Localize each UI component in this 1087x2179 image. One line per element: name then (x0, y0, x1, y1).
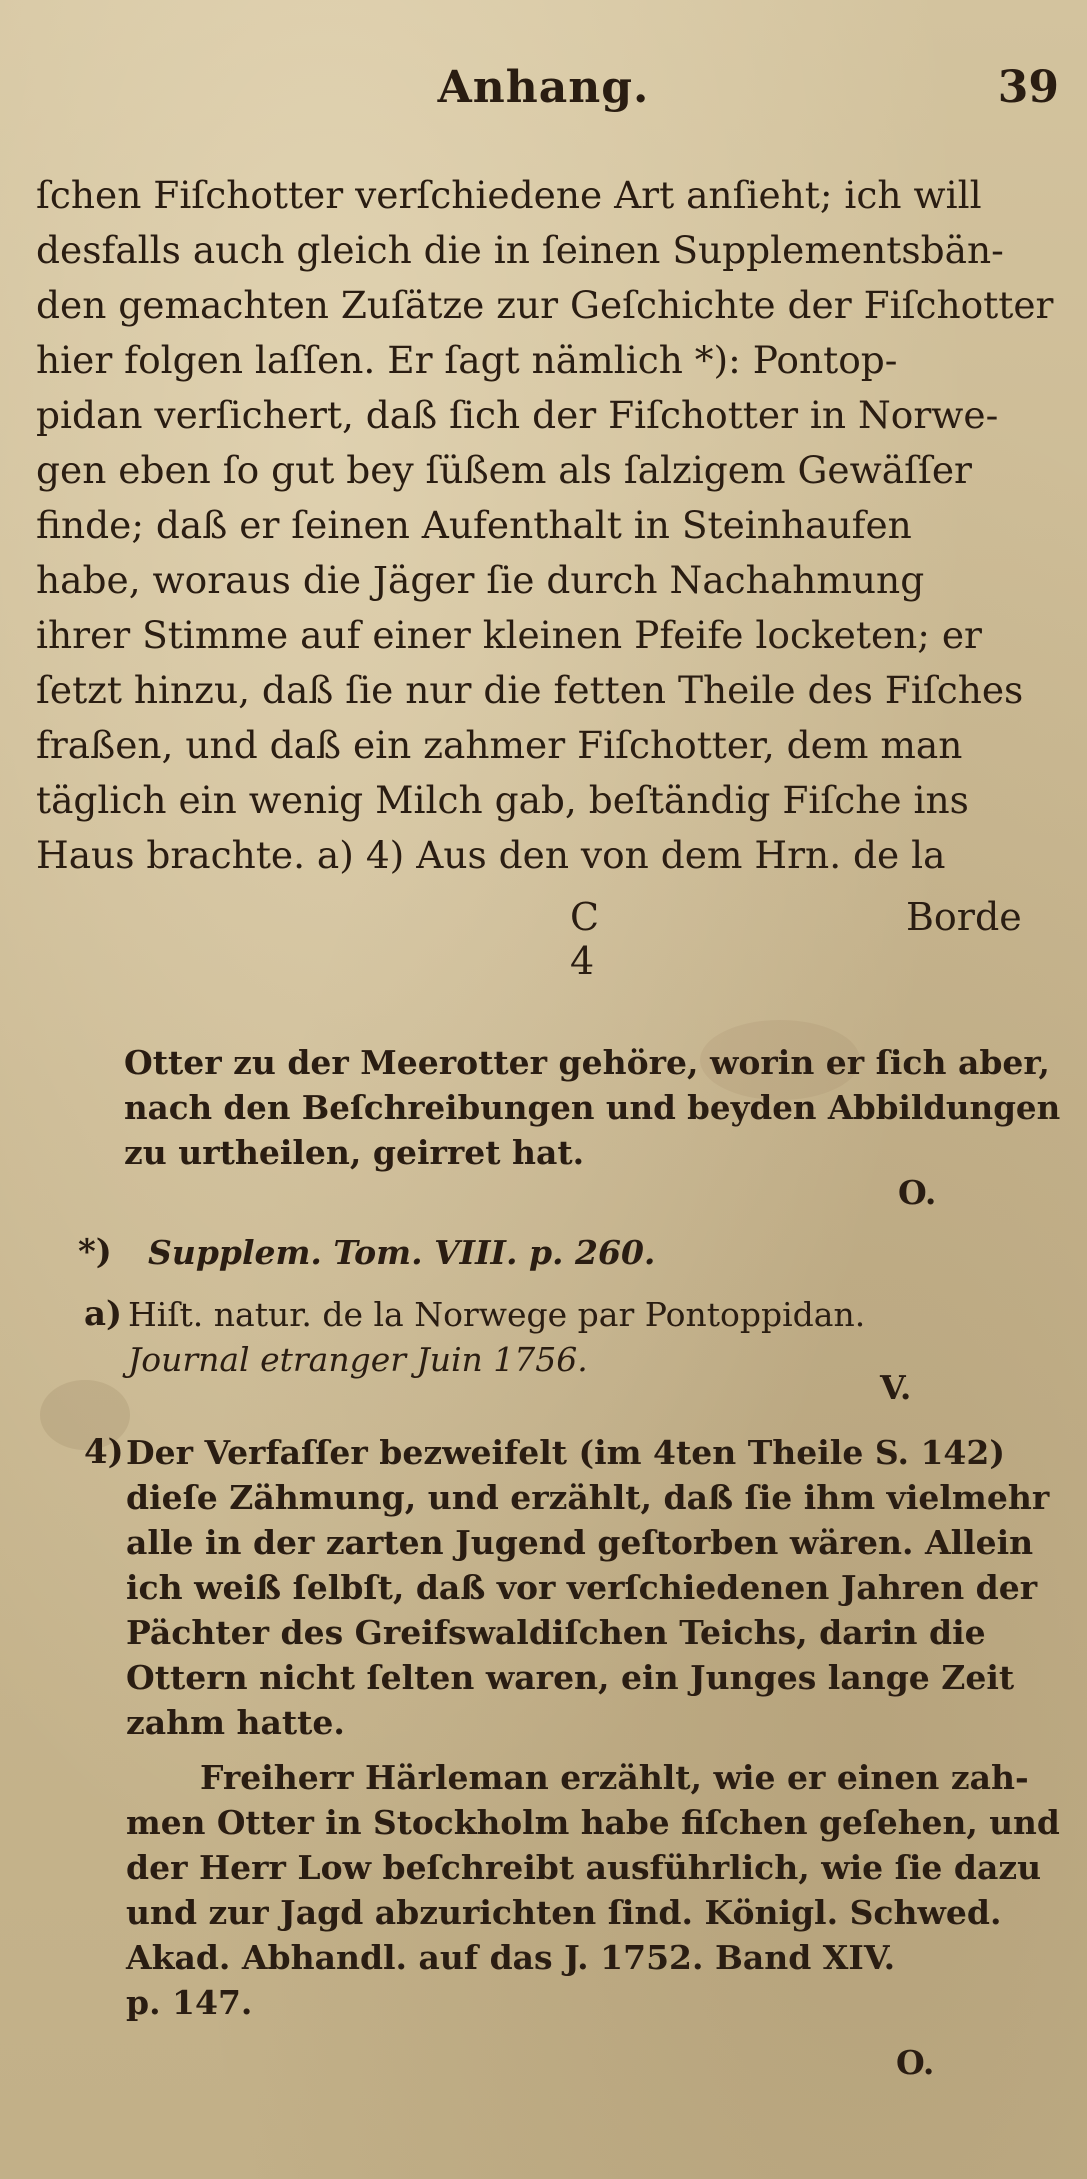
footnote-line: nach den Beſchreibungen und beyden Abbildungen (124, 1088, 1061, 1127)
footnote-line: p. 147. (126, 1983, 253, 2022)
text-line: täglich ein wenig Milch gab, beſtändig Fiſche ins (36, 778, 969, 822)
footnote-line: und zur Jagd abzurichten ſind. Königl. Schwed. (126, 1893, 1002, 1932)
footnote-line: zu urtheilen, geirret hat. (124, 1133, 585, 1172)
footnote-signature: O. (898, 1173, 937, 1212)
text-line: desfalls auch gleich die in ſeinen Supplementsbän- (36, 228, 1004, 272)
text-line: ſchen Fiſchotter verſchiedene Art anſieht; ich will (36, 173, 982, 217)
signature-mark: C 4 (570, 895, 600, 983)
footnote-line: Freiherr Härleman erzählt, wie er einen zah- (200, 1758, 1029, 1797)
footnote-signature: V. (880, 1368, 912, 1407)
footnote-line: Otter zu der Meerotter gehöre, worin er ſich aber, (124, 1043, 1050, 1082)
footnote-line: Pächter des Greifswaldiſchen Teichs, darin die (126, 1613, 986, 1652)
footnote-marker: 4) (84, 1432, 124, 1472)
text-line: ſetzt hinzu, daß ſie nur die fetten Theile des Fiſches (36, 668, 1024, 712)
footnote-line: men Otter in Stockholm habe fiſchen geſehen, und (126, 1803, 1060, 1842)
footnote-line: der Herr Low beſchreibt ausführlich, wie ſie dazu (126, 1848, 1042, 1887)
footnote-line: Ottern nicht ſelten waren, ein Junges lange Zeit (126, 1658, 1015, 1697)
running-title: Anhang. (437, 62, 650, 113)
footnote-line: dieſe Zähmung, und erzählt, daß ſie ihm vielmehr (126, 1478, 1050, 1517)
text-line: habe, woraus die Jäger ſie durch Nachahmung (36, 558, 925, 602)
text-line: pidan verſichert, daß ſich der Fiſchotter in Norwe- (36, 393, 999, 437)
footnote-a: Hiſt. natur. de la Norwege par Pontoppidan. (128, 1295, 866, 1334)
text-line: Haus brachte. a) 4) Aus den von dem Hrn. de la (36, 833, 946, 877)
footnote-a-source: Journal etranger Juin 1756. (128, 1340, 588, 1379)
main-text (36, 168, 1056, 883)
footnote-line: Akad. Abhandl. auf das J. 1752. Band XIV. (126, 1938, 896, 1977)
footnote-line: Der Verfaſſer bezweifelt (im 4ten Theile S. 142) (126, 1433, 1005, 1472)
text-line: ihrer Stimme auf einer kleinen Pfeife locketen; er (36, 613, 982, 657)
text-line: hier folgen laſſen. Er ſagt nämlich *): Pontop- (36, 338, 898, 382)
footnote-star: Supplem. Tom. VIII. p. 260. (148, 1233, 656, 1272)
page-header (0, 62, 1087, 122)
text-line: finde; daß er ſeinen Aufenthalt in Steinhaufen (36, 503, 912, 547)
text-line: fraßen, und daß ein zahmer Fiſchotter, dem man (36, 723, 963, 767)
footnote-signature: O. (896, 2043, 935, 2082)
footnote-marker: a) (84, 1294, 123, 1334)
catchword: Borde (906, 895, 1022, 939)
footnote-marker: *) (78, 1232, 112, 1272)
footnote-line: alle in der zarten Jugend geſtorben wären. Allein (126, 1523, 1034, 1562)
text-line: gen eben ſo gut bey ſüßem als ſalzigem Gewäſſer (36, 448, 972, 492)
footnote-line: zahm hatte. (126, 1703, 345, 1742)
page-number: 39 (997, 62, 1059, 113)
text-line: den gemachten Zuſätze zur Geſchichte der Fiſchotter (36, 283, 1054, 327)
footnote-line: ich weiß ſelbſt, daß vor verſchiedenen Jahren der (126, 1568, 1038, 1607)
